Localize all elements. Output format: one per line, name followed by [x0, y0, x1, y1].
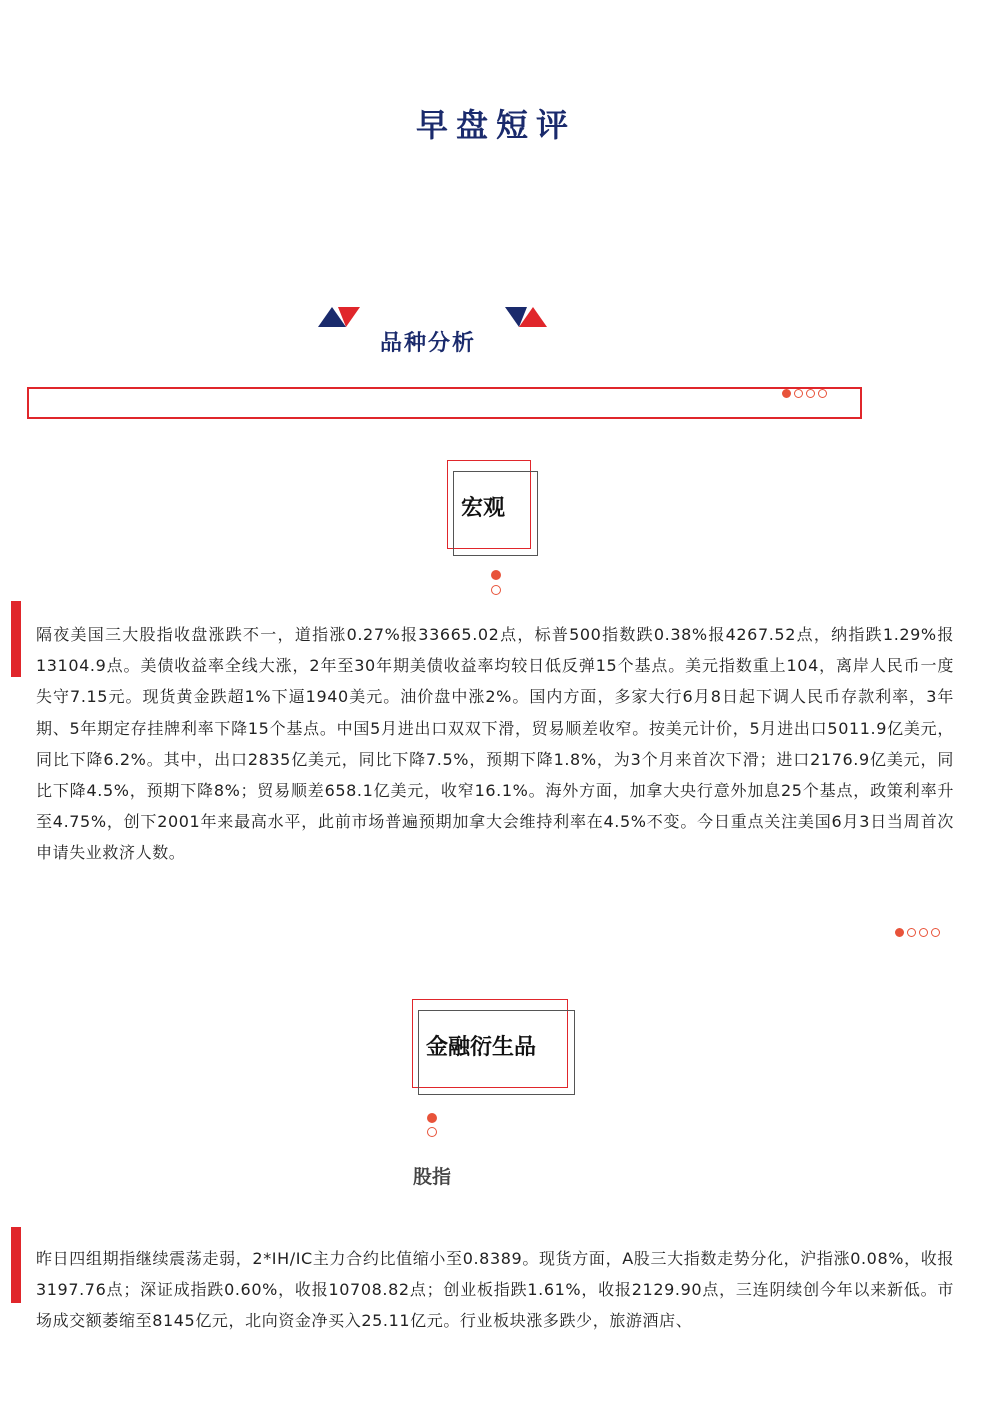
section-title: 品种分析 — [380, 331, 477, 356]
section-dots — [895, 928, 940, 937]
macro-accent-bar — [11, 601, 21, 677]
dot-empty — [818, 389, 827, 398]
derivatives-dot-empty — [427, 1127, 437, 1137]
derivatives-heading: 金融衍生品 — [426, 1035, 537, 1060]
macro-dot-empty — [491, 585, 501, 595]
dot-filled — [895, 928, 904, 937]
dot-empty — [806, 389, 815, 398]
page-title: 早盘短评 — [415, 106, 576, 144]
right-triangle-decoration — [505, 305, 549, 329]
subsection-title: 股指 — [413, 1166, 452, 1188]
macro-heading: 宏观 — [461, 496, 506, 521]
banner-dots — [782, 389, 827, 398]
macro-dot-filled — [491, 570, 501, 580]
dot-empty — [931, 928, 940, 937]
macro-paragraph: 隔夜美国三大股指收盘涨跌不一，道指涨0.27%报33665.02点，标普500指数跌0.38%报4267.52点，纳指跌1.29%报13104.9点。美债收益率全线大涨，2年至30年期美债收益率均较日低反弹15个基点。美元指数重上104，离岸人民币一度失守7.15元。现货黄金跌超1%下逼1940美元。油价盘中涨2%。国内方面，多家大行6月8日起下调人民币存款利率，3年期、5年期定存挂牌利率下降15个基点。中国5月进出口双双下滑，贸易顺差收窄。按美元计价，5月进出口5011.9亿美元，同比下降6.2%。其中，出口2835亿美元，同比下降7.5%，预期下降1.8%，为3个月来首次下滑；进口2176.9亿美元，同比下降4.5%，预期下降8%；贸易顺差658.1亿美元，收窄16.1%。海外方面，加拿大央行意外加息25个基点，政策利率升至4.75%，创下2001年来最高水平，此前市场普遍预期加拿大会维持利率在4.5%不变。今日重点关注美国6月3日当周首次申请失业救济人数。 — [36, 625, 954, 863]
dot-filled — [782, 389, 791, 398]
dot-empty — [794, 389, 803, 398]
section-banner — [27, 387, 862, 419]
derivatives-accent-bar — [11, 1227, 21, 1303]
dot-empty — [919, 928, 928, 937]
left-triangle-decoration — [318, 305, 362, 329]
derivatives-dot-filled — [427, 1113, 437, 1123]
derivatives-paragraph: 昨日四组期指继续震荡走弱，2*IH/IC主力合约比值缩小至0.8389。现货方面，A股三大指数走势分化，沪指涨0.08%，收报3197.76点；深证成指跌0.60%，收报10708.82点；创业板指跌1.61%，收报2129.90点，三连阴续创今年以来新低。市场成交额萎缩至8145亿元，北向资金净买入25.11亿元。行业板块涨多跌少，旅游酒店、 — [36, 1249, 954, 1331]
dot-empty — [907, 928, 916, 937]
